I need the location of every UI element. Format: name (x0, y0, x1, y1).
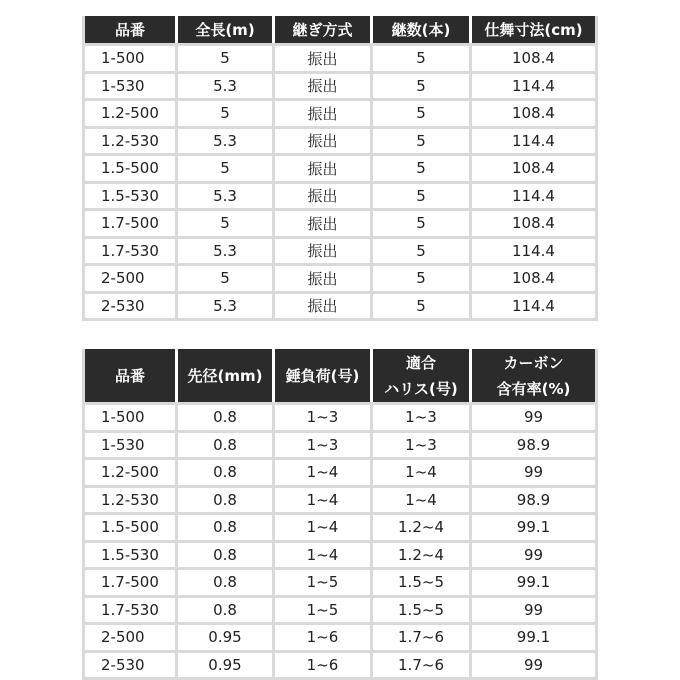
table-cell: 5.3 (178, 236, 275, 264)
table-cell: 0.8 (178, 567, 275, 595)
header-line: 含有率(%) (496, 379, 571, 398)
table-row (85, 71, 595, 99)
table-cell: 114.4 (472, 291, 595, 319)
table-row (85, 457, 595, 485)
table-cell: 1.7-530 (85, 236, 178, 264)
header-line: ハリス(号) (384, 379, 458, 398)
table-header-row (85, 349, 595, 402)
table-cell: 5 (373, 263, 472, 291)
table-cell: 5 (178, 98, 275, 126)
table-row (85, 263, 595, 291)
table-cell: 1~6 (275, 650, 373, 678)
table-cell: 1.7-500 (85, 208, 178, 236)
table-cell: 99 (472, 402, 595, 430)
specification-table-performance (82, 349, 598, 680)
table-row (85, 650, 595, 678)
table-cell: 1~4 (275, 540, 373, 568)
table-cell: 0.95 (178, 650, 275, 678)
table-cell: 99 (472, 540, 595, 568)
table-cell: 1~5 (275, 595, 373, 623)
header-cell-closed-length: 仕舞寸法(cm) (472, 16, 595, 43)
table-cell: 98.9 (472, 485, 595, 513)
table-row (85, 236, 595, 264)
table-cell: 振出 (275, 153, 373, 181)
table-cell: 1~4 (275, 457, 373, 485)
table-row (85, 181, 595, 209)
table-cell: 1~4 (275, 485, 373, 513)
table-cell: 5 (178, 153, 275, 181)
table-cell: 5.3 (178, 181, 275, 209)
header-cell-tip-diameter (178, 349, 275, 402)
table-cell: 1.5~5 (373, 595, 472, 623)
header-cell-total-length: 全長(m) (178, 16, 275, 43)
table-row (85, 98, 595, 126)
table-row (85, 512, 595, 540)
table-row (85, 430, 595, 458)
table-cell: 1.5-530 (85, 540, 178, 568)
table-cell: 1~4 (373, 485, 472, 513)
header-cell-joint-type: 継ぎ方式 (275, 16, 373, 43)
table-row (85, 153, 595, 181)
header-line: 適合 (405, 353, 436, 372)
header-line: カーボン (503, 353, 564, 372)
table-row (85, 291, 595, 319)
table-cell: 0.8 (178, 430, 275, 458)
table-row (85, 402, 595, 430)
table-cell: 振出 (275, 71, 373, 99)
table-cell: 1.7-500 (85, 567, 178, 595)
table-cell: 1.7-530 (85, 595, 178, 623)
table-cell: 98.9 (472, 430, 595, 458)
table-cell: 1.5~5 (373, 567, 472, 595)
table-cell: 114.4 (472, 181, 595, 209)
table-cell: 2-500 (85, 622, 178, 650)
table-cell: 5 (373, 98, 472, 126)
table-row (85, 567, 595, 595)
table-cell: 振出 (275, 236, 373, 264)
table-cell: 0.8 (178, 457, 275, 485)
table-cell: 振出 (275, 291, 373, 319)
table-cell: 1.2~4 (373, 540, 472, 568)
table-cell: 108.4 (472, 153, 595, 181)
table-cell: 99.1 (472, 567, 595, 595)
table-row (85, 126, 595, 154)
table-row (85, 595, 595, 623)
table-cell: 99 (472, 457, 595, 485)
table-cell: 5 (373, 236, 472, 264)
table-cell: 振出 (275, 181, 373, 209)
table-cell: 振出 (275, 98, 373, 126)
table-cell: 5 (373, 291, 472, 319)
table-cell: 1~4 (275, 512, 373, 540)
header-line: 先径(mm) (187, 366, 263, 385)
header-line: 品番 (114, 366, 145, 385)
table-cell: 5 (373, 71, 472, 99)
table-cell: 0.8 (178, 595, 275, 623)
table-cell: 1~3 (275, 402, 373, 430)
table-cell: 2-500 (85, 263, 178, 291)
table-cell: 5 (373, 43, 472, 71)
table-cell: 5 (373, 181, 472, 209)
table-cell: 5 (373, 126, 472, 154)
table-cell: 5 (178, 208, 275, 236)
table-cell: 5 (373, 153, 472, 181)
header-cell-leader-line (373, 349, 472, 402)
table-cell: 1~3 (373, 402, 472, 430)
table-cell: 振出 (275, 208, 373, 236)
table-cell: 2-530 (85, 291, 178, 319)
header-cell-sinker-load (275, 349, 373, 402)
header-cell-section-count: 継数(本) (373, 16, 472, 43)
table-cell: 1-530 (85, 430, 178, 458)
table-cell: 5 (178, 263, 275, 291)
specification-table-length (82, 16, 598, 321)
table-cell: 1-500 (85, 402, 178, 430)
table-cell: 1~3 (275, 430, 373, 458)
header-cell-model: 品番 (85, 16, 178, 43)
table-cell: 5 (178, 43, 275, 71)
table-cell: 1-500 (85, 43, 178, 71)
table-row (85, 43, 595, 71)
table-cell: 1~5 (275, 567, 373, 595)
table-cell: 1.2-530 (85, 126, 178, 154)
table-cell: 5 (373, 208, 472, 236)
header-line: 錘負荷(号) (285, 366, 360, 385)
table-cell: 108.4 (472, 208, 595, 236)
table-header-row (85, 16, 595, 43)
table-row (85, 208, 595, 236)
table-cell: 114.4 (472, 126, 595, 154)
table-cell: 5.3 (178, 71, 275, 99)
table-cell: 1.5-530 (85, 181, 178, 209)
table-cell: 0.95 (178, 622, 275, 650)
table-cell: 5.3 (178, 291, 275, 319)
table-cell: 108.4 (472, 98, 595, 126)
table-cell: 0.8 (178, 485, 275, 513)
table-cell: 1.2~4 (373, 512, 472, 540)
table-cell: 99.1 (472, 622, 595, 650)
table-cell: 1.2-530 (85, 485, 178, 513)
table-cell: 5.3 (178, 126, 275, 154)
table-cell: 1.5-500 (85, 153, 178, 181)
table-cell: 99 (472, 650, 595, 678)
table-cell: 2-530 (85, 650, 178, 678)
table-cell: 1~6 (275, 622, 373, 650)
table-cell: 1.7~6 (373, 650, 472, 678)
header-cell-carbon-content (472, 349, 595, 402)
table-cell: 114.4 (472, 71, 595, 99)
table-cell: 0.8 (178, 540, 275, 568)
table-cell: 振出 (275, 263, 373, 291)
table-row (85, 540, 595, 568)
table-cell: 振出 (275, 43, 373, 71)
table-cell: 0.8 (178, 512, 275, 540)
table-row (85, 622, 595, 650)
table-cell: 99 (472, 595, 595, 623)
table-cell: 1.5-500 (85, 512, 178, 540)
table-cell: 114.4 (472, 236, 595, 264)
table-cell: 1.2-500 (85, 98, 178, 126)
table-cell: 108.4 (472, 43, 595, 71)
table-cell: 1.2-500 (85, 457, 178, 485)
table-row (85, 485, 595, 513)
table-cell: 99.1 (472, 512, 595, 540)
header-cell-model (85, 349, 178, 402)
table-cell: 1~4 (373, 457, 472, 485)
table-cell: 1.7~6 (373, 622, 472, 650)
table-cell: 振出 (275, 126, 373, 154)
table-cell: 108.4 (472, 263, 595, 291)
table-cell: 0.8 (178, 402, 275, 430)
table-cell: 1-530 (85, 71, 178, 99)
table-cell: 1~3 (373, 430, 472, 458)
